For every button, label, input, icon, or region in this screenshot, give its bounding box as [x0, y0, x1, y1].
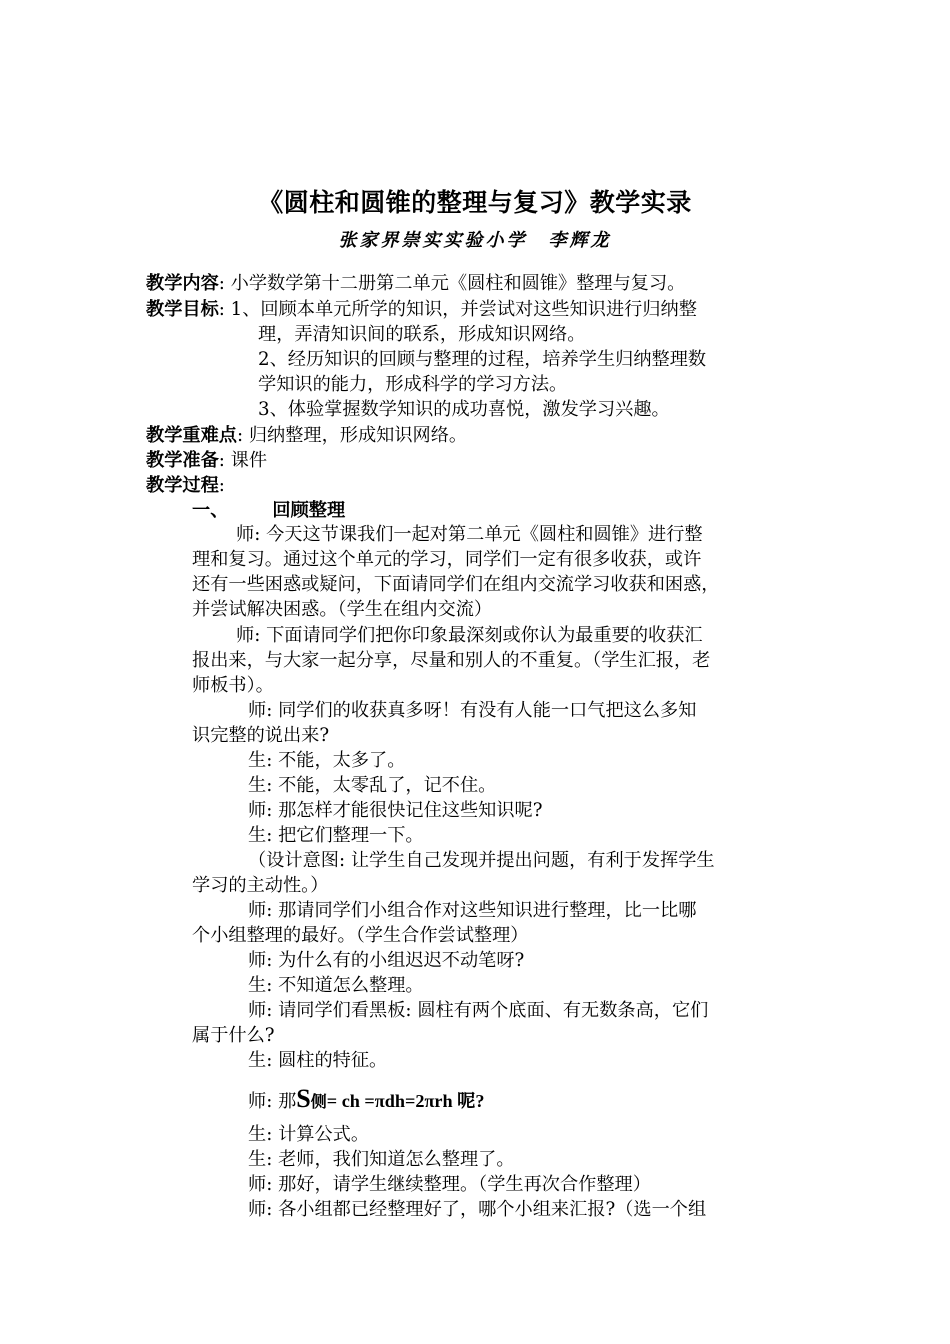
- body-line: 生: 老师，我们知道怎么整理了。: [248, 1149, 515, 1170]
- process-line: [146, 474, 225, 498]
- teaching-goals-text-4: 学知识的能力，形成科学的学习方法。: [258, 374, 568, 395]
- body-line: 生: 把它们整理一下。: [248, 825, 424, 846]
- preparation-line: [146, 449, 267, 473]
- body-line: 师: 今天这节课我们一起对第二单元《圆柱和圆锥》进行整: [236, 524, 703, 545]
- teaching-content-line: [146, 272, 685, 296]
- body-line: 师: 为什么有的小组迟迟不动笔呀?: [248, 950, 525, 971]
- body-line: 师: 那怎样才能很快记住这些知识呢?: [248, 800, 543, 821]
- body-line: 生: 计算公式。: [248, 1124, 370, 1145]
- teaching-goals-text-5: 3、体验掌握数学知识的成功喜悦，激发学习兴趣。: [258, 399, 670, 420]
- body-line: 师: 各小组都已经整理好了，哪个小组来汇报?（选一个组: [248, 1199, 707, 1220]
- preparation-label: 教学准备: [146, 450, 219, 471]
- body-line: 师: 那请同学们小组合作对这些知识进行整理，比一比哪: [248, 900, 697, 921]
- body-line: 报出来，与大家一起分享，尽量和别人的不重复。（学生汇报，老: [192, 650, 711, 671]
- key-points-text: : 归纳整理，形成知识网络。: [236, 425, 468, 446]
- page-title: 《圆柱和圆锥的整理与复习》教学实录: [258, 188, 692, 217]
- body-line: 生: 圆柱的特征。: [248, 1050, 388, 1071]
- teaching-goals-text-2: 理，弄清知识间的联系，形成知识网络。: [258, 324, 586, 345]
- key-points-line: [146, 424, 467, 448]
- teaching-goals-text-3: 2、经历知识的回顾与整理的过程，培养学生归纳整理数: [258, 349, 707, 370]
- body-line: 生: 不能，太多了。: [248, 750, 406, 771]
- body-line: 识完整的说出来?: [192, 725, 330, 746]
- formula-s-symbol: S: [296, 1084, 311, 1113]
- teaching-goals-text-1: : 1、回顾本单元所学的知识，并尝试对这些知识进行归纳整: [218, 299, 697, 320]
- section-number: 一、: [192, 500, 229, 521]
- body-line: 师: 那好，请学生继续整理。（学生再次合作整理）: [248, 1174, 651, 1195]
- body-line: 生: 不知道怎么整理。: [248, 975, 424, 996]
- formula-prefix: 师: 那: [248, 1091, 297, 1112]
- body-line: 个小组整理的最好。（学生合作尝试整理）: [192, 925, 529, 946]
- body-line: 理和复习。通过这个单元的学习，同学们一定有很多收获，或许: [192, 549, 702, 570]
- body-line: 学习的主动性。）: [192, 875, 329, 896]
- body-line: 属于什么?: [192, 1025, 275, 1046]
- body-line: 师: 请同学们看黑板: 圆柱有两个底面、有无数条高，它们: [248, 1000, 709, 1021]
- body-line: 师板书）。: [192, 675, 274, 696]
- author-line: 张家界崇实实验小学 李辉龙: [338, 230, 612, 251]
- teaching-content-label: 教学内容: [146, 273, 219, 294]
- teaching-content-text: : 小学数学第十二册第二单元《圆柱和圆锥》整理与复习。: [218, 273, 686, 294]
- process-text: :: [218, 475, 225, 496]
- process-label: 教学过程: [146, 475, 219, 496]
- body-line: （设计意图: 让学生自己发现并提出问题，有利于发挥学生: [248, 850, 715, 871]
- preparation-text: : 课件: [218, 450, 268, 471]
- body-line: 师: 同学们的收获真多呀！有没有人能一口气把这么多知: [248, 700, 697, 721]
- body-line: 并尝试解决困惑。（学生在组内交流）: [192, 599, 493, 620]
- formula-subscript: 侧: [310, 1092, 327, 1111]
- formula-line: [248, 1085, 484, 1116]
- body-line: 还有一些困惑或疑问，下面请同学们在组内交流学习收获和困惑，: [192, 574, 720, 595]
- teaching-goals-line: [146, 298, 697, 322]
- section-title: 回顾整理: [272, 500, 346, 521]
- teaching-goals-label: 教学目标: [146, 299, 219, 320]
- formula-expression: = ch =πdh=2πrh 呢?: [326, 1091, 485, 1111]
- key-points-label: 教学重难点: [146, 425, 237, 446]
- body-line: 师: 下面请同学们把你印象最深刻或你认为最重要的收获汇: [236, 625, 703, 646]
- section-heading: [192, 499, 345, 523]
- body-line: 生: 不能，太零乱了，记不住。: [248, 775, 497, 796]
